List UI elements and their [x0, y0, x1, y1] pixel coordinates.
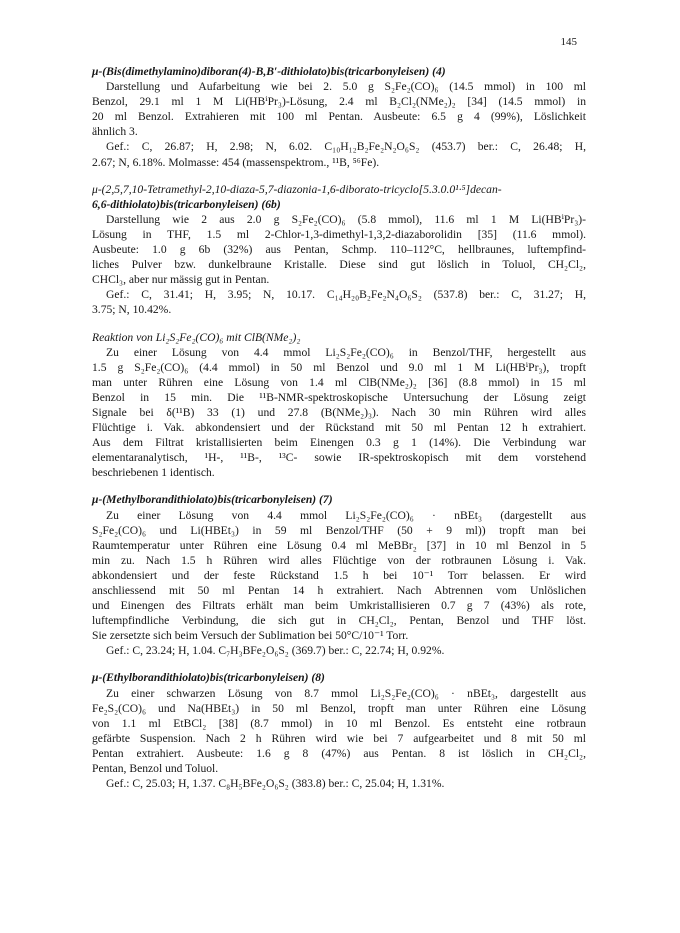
section-compound-4: [92, 64, 586, 170]
text-line: 3.75; N, 10.42%.: [92, 303, 172, 317]
text-line: luftempfindliche Verbindung, die sich gut in CH₂Cl₂, Pentan, Benzol und THF löst.: [92, 614, 586, 628]
experimental-text: [92, 64, 586, 803]
text-line: Darstellung wie 2 aus 2.0 g S₂Fe₂(CO)₆ (5.8 mmol), 11.6 ml 1 M Li(HBⁱPr₃)-: [106, 212, 586, 226]
text-line: Raumtemperatur unter Rühren eine Lösung 0.4 ml MeBBr₂ [37] in 10 ml Benzol in 5: [92, 538, 586, 552]
section-compound-6b: [92, 182, 586, 318]
elemental-analysis: [92, 287, 586, 317]
text-line: beschriebenen 1 identisch.: [92, 466, 215, 480]
text-line: Pentan extrahiert. Ausbeute: 1.6 g 8 (47%) aus Pentan. 8 ist löslich in CH₂Cl₂,: [92, 746, 586, 760]
section-heading: Reaktion von Li₂S₂Fe₂(CO)₆ mit ClB(NMe₂)₂: [92, 330, 301, 344]
section-reaction-clb: [92, 330, 586, 481]
text-line: man unter Rühren eine Lösung von 1.4 ml ClB(NMe₂)₂ [36] (8.8 mmol) in 15 ml: [92, 375, 586, 389]
text-line: gefärbte Suspension. Nach 2 h Rühren wird wie bei 7 aufgearbeitet und 8 mit 50 ml: [92, 731, 586, 745]
heading-line: 6,6-dithiolato)bis(tricarbonyleisen) (6b): [92, 197, 281, 211]
text-line: Flüchtige i. Vak. abkondensiert und der Rückstand mit 50 ml Pentan 12 h extrahiert.: [92, 421, 586, 435]
text-line: und Einengen des Filtrats erhält man beim Umkristallisieren 0.7 g 7 (43%) als rote,: [92, 599, 586, 613]
text-line: Darstellung und Aufarbeitung wie bei 2. 5.0 g S₂Fe₂(CO)₆ (14.5 mmol) in 100 ml: [106, 80, 586, 94]
section-heading: [92, 182, 586, 212]
text-line: elementaranalytisch, ¹H-, ¹¹B-, ¹³C- sowie IR-spektroskopisch mit dem vorstehend: [92, 451, 586, 465]
text-line: Signale bei δ(¹¹B) 33 (1) und 27.8 (B(NMe₂)₃). Nach 30 min Rühren wird alles: [92, 405, 586, 419]
section-body: [92, 345, 586, 481]
text-line: Lösung in THF, 1.5 ml 2-Chlor-1,3-dimethyl-1,3,2-diazaborolidin [35] (11.6 mmol).: [92, 227, 586, 241]
heading-line: μ-(2,5,7,10-Tetramethyl-2,10-diaza-5,7-diazonia-1,6-diborato-tricyclo[5.3.0.0¹·⁵]decan-: [92, 182, 502, 196]
text-line: Sie zersetzte sich beim Versuch der Sublimation bei 50°C/10⁻¹ Torr.: [92, 629, 409, 643]
section-compound-7: [92, 492, 586, 658]
text-line: Gef.: C, 23.24; H, 1.04. C₇H₃BFe₂O₆S₂ (369.7) ber.: C, 22.74; H, 0.92%.: [106, 644, 445, 658]
text-line: Gef.: C, 26.87; H, 2.98; N, 6.02. C₁₀H₁₂B₂Fe₂N₂O₆S₂ (453.7) ber.: C, 26.48; H,: [106, 140, 586, 154]
text-line: Pentan, Benzol und Toluol.: [92, 762, 219, 776]
text-line: Benzol in 15 min. Die ¹¹B-NMR-spektroskopische Untersuchung der Lösung zeigt: [92, 390, 586, 404]
section-body: [92, 508, 586, 644]
section-body: [92, 686, 586, 777]
text-line: anschliessend mit 50 ml Pentan 14 h extrahiert. Nach Abtrennen vom Unlöslichen: [92, 584, 586, 597]
text-line: 2.67; N, 6.18%. Molmasse: 454 (massenspektrom., ¹¹B, ⁵⁶Fe).: [92, 155, 380, 169]
elemental-analysis: [92, 139, 586, 169]
text-line: 20 ml Benzol. Extrahieren mit 100 ml Pentan. Ausbeute: 6.5 g 4 (99%), Löslichkeit: [92, 110, 586, 124]
text-line: S₂Fe₂(CO)₆ und Li(HBEt₃) in 59 ml Benzol/THF (50 + 9 ml)) tropft man bei: [92, 523, 586, 537]
page-number: 145: [560, 36, 577, 48]
section-body: [92, 79, 586, 139]
text-line: von 1.1 ml EtBCl₂ [38] (8.7 mmol) in 10 ml Benzol. Es entsteht eine rotbraun: [92, 716, 586, 730]
text-line: Zu einer schwarzen Lösung von 8.7 mmol Li₂S₂Fe₂(CO)₆ · nBEt₃, dargestellt aus: [106, 686, 586, 700]
text-line: Ausbeute: 1.0 g 6b (32%) aus Pentan, Schmp. 110–112°C, hellbraunes, luftempfind-: [92, 243, 586, 257]
text-line: ähnlich 3.: [92, 125, 138, 139]
text-line: Gef.: C, 31.41; H, 3.95; N, 10.17. C₁₄H₂₀B₂Fe₂N₄O₆S₂ (537.8) ber.: C, 31.27; H,: [106, 288, 586, 302]
section-body: [92, 212, 586, 287]
section-compound-8: [92, 670, 586, 791]
text-line: min zu. Nach 1.5 h Rühren wird alles Flüchtige von der rotbraunen Lösung i. Vak.: [92, 553, 586, 567]
text-line: liches Pulver bzw. dunkelbraune Kristalle. Diese sind gut löslich in Toluol, CH₂Cl₂,: [92, 258, 586, 272]
section-heading: μ-(Methylborandithiolato)bis(tricarbonyleisen) (7): [92, 493, 333, 507]
text-line: Benzol, 29.1 ml 1 M Li(HBⁱPr₃)-Lösung, 2.4 ml B₂Cl₂(NMe₂)₂ [34] (14.5 mmol) in: [92, 95, 586, 109]
text-line: 1.5 g S₂Fe₂(CO)₆ (4.4 mmol) in 50 ml Benzol und 9.0 ml 1 M Li(HBⁱPr₃), tropft: [92, 360, 586, 374]
text-line: CHCl₃, aber nur mässig gut in Pentan.: [92, 273, 270, 287]
text-line: Aus dem Filtrat kristallisierten beim Einengen 0.3 g 1 (14%). Die Verbindung war: [92, 436, 586, 450]
text-line: abkondensiert und der feste Rückstand 1.5 h bei 10⁻¹ Torr belassen. Er wird: [92, 568, 586, 582]
section-heading: μ-(Bis(dimethylamino)diboran(4)-B,B′-dithiolato)bis(tricarbonyleisen) (4): [92, 65, 446, 78]
text-line: Fe₂S₂(CO)₆ und Na(HBEt₃) in 50 ml Benzol, tropft man unter Rühren eine Lösung: [92, 701, 586, 715]
text-line: Zu einer Lösung von 4.4 mmol Li₂S₂Fe₂(CO)₆ in Benzol/THF, hergestellt aus: [106, 345, 586, 359]
elemental-analysis: [92, 776, 586, 791]
elemental-analysis: [92, 643, 586, 658]
section-heading: μ-(Ethylborandithiolato)bis(tricarbonyleisen) (8): [92, 671, 325, 685]
text-line: Gef.: C, 25.03; H, 1.37. C₈H₅BFe₂O₆S₂ (383.8) ber.: C, 25.04; H, 1.31%.: [106, 777, 445, 791]
text-line: Zu einer Lösung von 4.4 mmol Li₂S₂Fe₂(CO)₆ · nBEt₃ (dargestellt aus: [106, 508, 586, 522]
